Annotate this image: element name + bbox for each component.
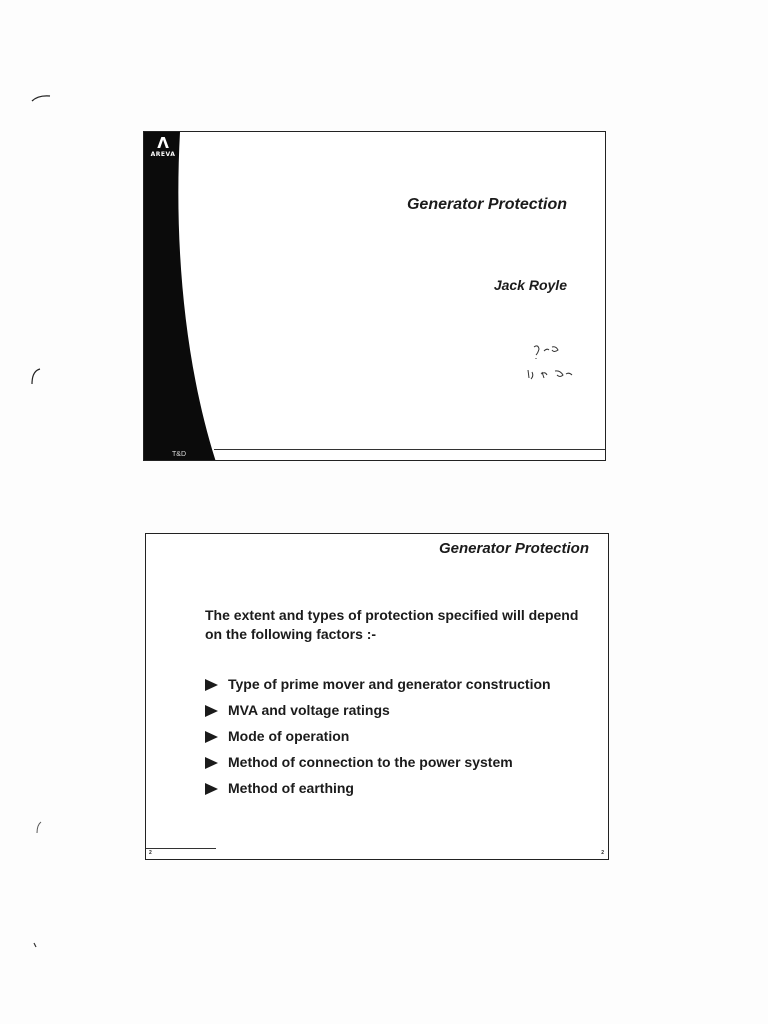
page-number-right: 2 <box>601 850 604 856</box>
right-triangle-bullet-icon <box>205 705 218 717</box>
handwritten-annotation <box>514 337 584 387</box>
scan-mark-bottom <box>32 940 40 950</box>
list-item <box>205 754 551 780</box>
factor-list <box>205 676 551 806</box>
right-triangle-bullet-icon <box>205 731 218 743</box>
areva-logo-icon: Λ AREVA <box>150 134 176 158</box>
slide-bottom-rule <box>214 449 605 450</box>
content-slide <box>145 533 609 860</box>
list-item-text: MVA and voltage ratings <box>228 702 390 718</box>
scan-mark-lower <box>34 820 44 836</box>
page-number-left: 2 <box>149 850 152 856</box>
list-item-text: Method of connection to the power system <box>228 754 513 770</box>
slide-title: Generator Protection <box>406 196 567 213</box>
list-item <box>205 780 551 806</box>
scan-mark-middle <box>28 366 44 388</box>
footer-rule <box>146 848 216 849</box>
right-triangle-bullet-icon <box>205 757 218 769</box>
black-curve-band <box>144 132 264 461</box>
slide-title: Generator Protection <box>438 540 589 557</box>
list-item <box>205 728 551 754</box>
title-slide <box>143 131 606 461</box>
list-item-text: Mode of operation <box>228 728 350 744</box>
list-item-text: Type of prime mover and generator construction <box>228 676 551 692</box>
scan-mark-top <box>30 92 54 104</box>
intro-paragraph: The extent and types of protection specified will depend on the following factors :- <box>205 607 579 642</box>
list-item <box>205 676 551 702</box>
right-triangle-bullet-icon <box>205 783 218 795</box>
list-item <box>205 702 551 728</box>
right-triangle-bullet-icon <box>205 679 218 691</box>
author-name: Jack Royle <box>493 277 567 293</box>
list-item-text: Method of earthing <box>228 780 354 796</box>
footer-code: T&D <box>172 451 186 458</box>
